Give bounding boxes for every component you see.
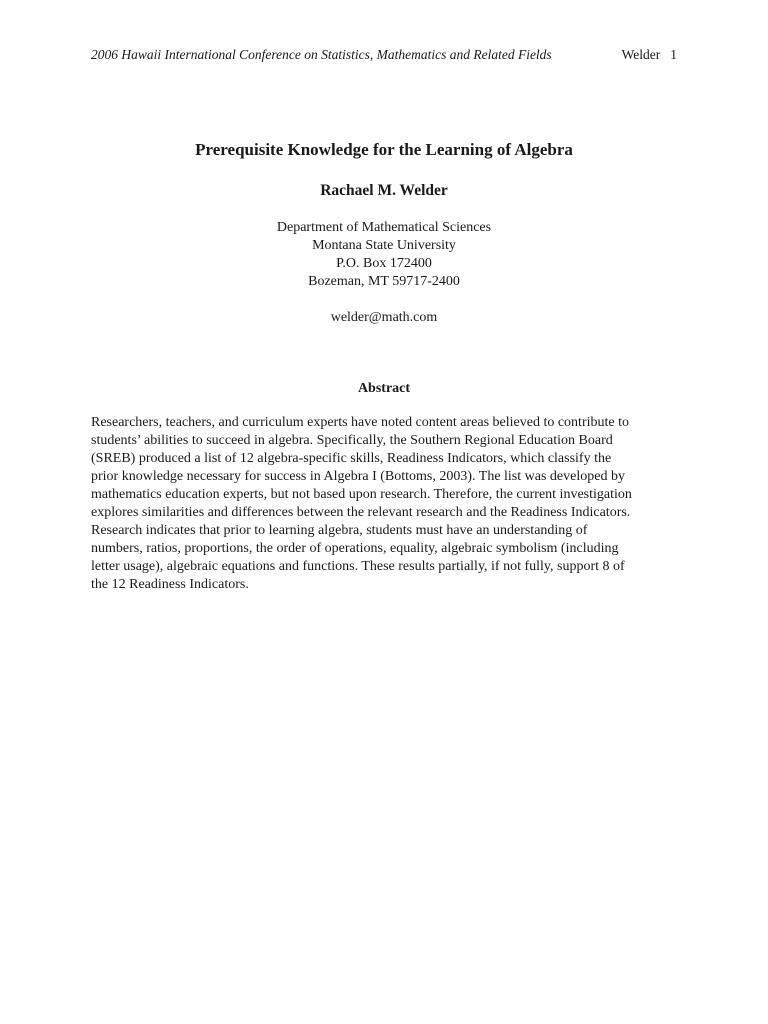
abstract-line: letter usage), algebraic equations and functions. These results partially, if not fully, support 8 of	[91, 559, 625, 574]
abstract-line: Research indicates that prior to learning algebra, students must have an understanding of	[91, 523, 588, 538]
author-affiliation	[0, 219, 768, 291]
affiliation-department: Department of Mathematical Sciences	[276, 220, 492, 235]
abstract-line: Researchers, teachers, and curriculum experts have noted content areas believed to contribute to	[91, 415, 629, 430]
running-header	[91, 46, 677, 64]
page-number: 1	[670, 47, 677, 62]
abstract-line: (SREB) produced a list of 12 algebra-specific skills, Readiness Indicators, which classify the	[91, 451, 612, 466]
abstract-heading: Abstract	[357, 381, 411, 396]
paper-title: Prerequisite Knowledge for the Learning of Algebra	[195, 140, 573, 159]
paper-author: Rachael M. Welder	[320, 182, 448, 199]
affiliation-university: Montana State University	[312, 238, 456, 253]
affiliation-city: Bozeman, MT 59717-2400	[308, 274, 460, 289]
header-author: Welder	[621, 47, 661, 62]
abstract-line: numbers, ratios, proportions, the order of operations, equality, algebraic symbolism (including	[91, 541, 619, 556]
abstract-line: students’ abilities to succeed in algebra. Specifically, the Southern Regional Education Board	[91, 433, 613, 448]
header-author-page	[622, 46, 677, 64]
abstract-line: prior knowledge necessary for success in Algebra I (Bottoms, 2003). The list was developed by	[91, 469, 625, 484]
author-email: welder@math.com	[330, 310, 438, 325]
affiliation-po-box: P.O. Box 172400	[336, 256, 432, 271]
abstract-line: explores similarities and differences between the relevant research and the Readiness Indicators.	[91, 505, 631, 520]
abstract-body	[91, 414, 677, 594]
abstract-line: mathematics education experts, but not based upon research. Therefore, the current investigation	[91, 487, 632, 502]
abstract-line: the 12 Readiness Indicators.	[91, 577, 249, 592]
conference-name: 2006 Hawaii International Conference on Statistics, Mathematics and Related Fields	[91, 47, 552, 62]
